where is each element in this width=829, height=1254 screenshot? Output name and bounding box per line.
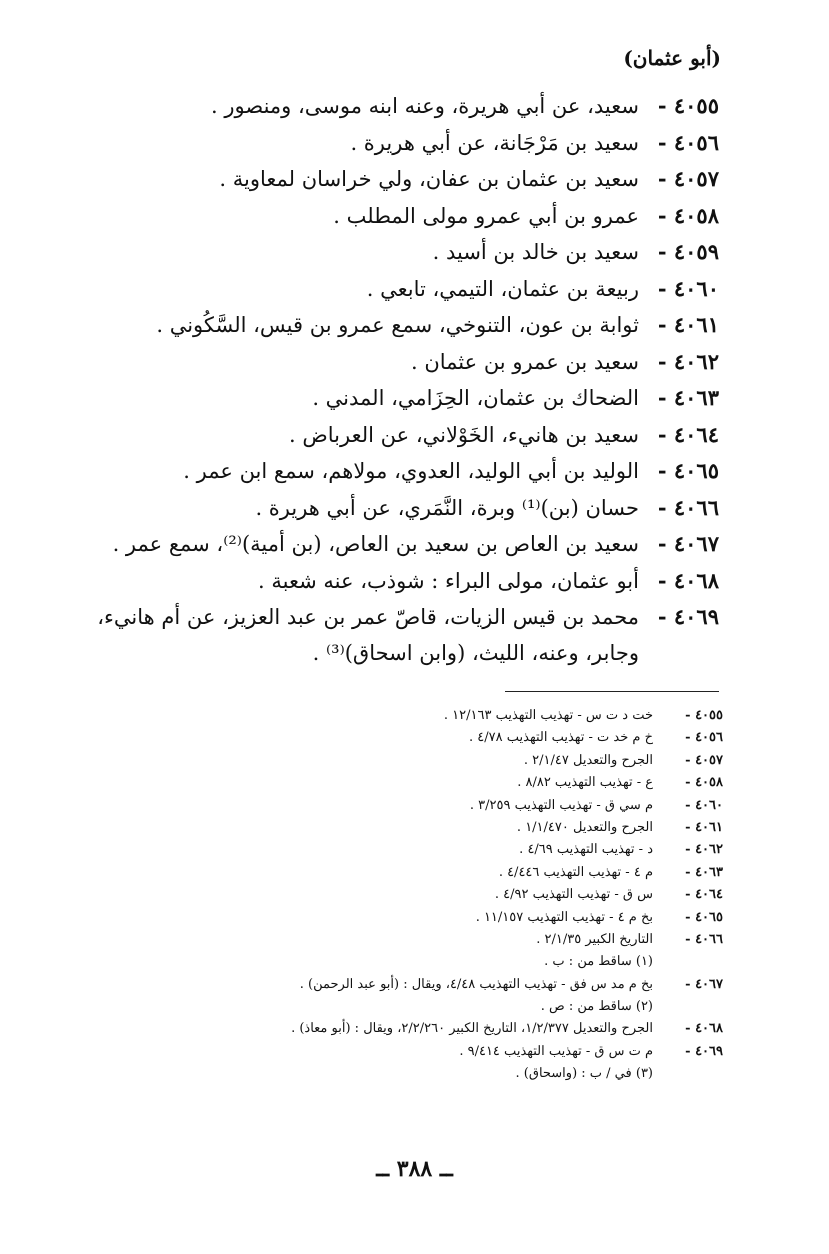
entry-number: ٤٠٦٢ - <box>657 348 719 374</box>
entry-number: ٤٠٥٥ - <box>657 93 719 118</box>
entry-item <box>69 344 719 381</box>
entry-item <box>69 88 719 125</box>
entry-text: أبو عثمان، مولى البراء : شوذب، عنه شعبة . <box>258 568 639 593</box>
entry-text: سعيد بن هانيء، الخَوْلاني، عن العرباض . <box>289 422 639 447</box>
entry-text: الضحاك بن عثمان، الحِزَامي، المدني . <box>312 386 639 410</box>
footnote-text: بخ م مد س فق - تهذيب التهذيب ٤/٤٨، ويقال : (أبو عبد الرحمن) . <box>299 976 653 992</box>
footnote-line <box>83 772 723 794</box>
footnote-text: (٣) في / ب : (واسحاق) . <box>515 1066 653 1082</box>
entry-item <box>69 526 719 563</box>
footnote-line <box>83 1041 723 1063</box>
footnote-line <box>83 817 723 839</box>
entry-text: الوليد بن أبي الوليد، العدوي، مولاهم، سمع ابن عمر . <box>183 459 639 483</box>
entry-text: سعيد بن مَرْجَانة، عن أبي هريرة . <box>350 130 639 155</box>
footnote-text: التاريخ الكبير ٢/١/٣٥ . <box>536 931 653 947</box>
entry-text: سعيد بن عثمان بن عفان، ولي خراسان لمعاوية . <box>219 167 639 191</box>
footnote-text: الجرح والتعديل ٢/١/٤٧ . <box>523 752 653 768</box>
entry-item <box>69 198 719 235</box>
entry-number: ٤٠٥٨ - <box>657 202 719 228</box>
entry-number: ٤٠٦٤ - <box>657 421 719 447</box>
footnote-text: بخ م ٤ - تهذيب التهذيب ١١/١٥٧ . <box>475 909 653 925</box>
entry-item <box>69 417 719 454</box>
footnote-note <box>83 996 723 1018</box>
entry-item <box>69 271 719 308</box>
footnote-text: م ت س ق - تهذيب التهذيب ٩/٤١٤ . <box>459 1043 653 1059</box>
entry-item <box>69 563 719 600</box>
entry-number: ٤٠٦٣ - <box>657 385 719 410</box>
footnote-text: س ق - تهذيب التهذيب ٤/٩٢ . <box>494 887 653 903</box>
footnote-text: ع - تهذيب التهذيب ٨/٨٢ . <box>517 775 653 791</box>
running-header: (أبو عثمان) <box>623 46 721 70</box>
entry-number: ٤٠٦٩ - <box>657 604 719 629</box>
footnote-line <box>83 884 723 906</box>
footnote-text: م سي ق - تهذيب التهذيب ٣/٢٥٩ . <box>469 797 653 813</box>
footnote-line <box>83 727 723 749</box>
footnotes-list <box>83 705 723 1086</box>
entry-number: ٤٠٥٩ - <box>657 239 719 264</box>
entry-item <box>69 490 719 527</box>
footnote-note <box>83 951 723 973</box>
footnote-text: م ٤ - تهذيب التهذيب ٤/٤٤٦ . <box>498 864 653 880</box>
footnote-number: ٤٠٥٦ - <box>685 730 723 746</box>
footnote-number: ٤٠٦٩ - <box>685 1043 723 1059</box>
entry-item <box>69 453 719 490</box>
entry-number: ٤٠٥٧ - <box>657 166 719 191</box>
entry-text: ربيعة بن عثمان، التيمي، تابعي . <box>366 276 639 301</box>
footnote-line <box>83 750 723 772</box>
footnote-line <box>83 974 723 996</box>
footnote-text: د - تهذيب التهذيب ٤/٦٩ . <box>519 842 653 858</box>
entry-item <box>69 599 719 671</box>
entry-text: حسان (بن)⁽¹⁾ وبرة، النَّمَري، عن أبي هريرة . <box>255 495 639 520</box>
entry-number: ٤٠٦١ - <box>657 312 719 337</box>
footnote-number: ٤٠٦٨ - <box>685 1021 723 1037</box>
entry-item <box>69 307 719 344</box>
footnote-number: ٤٠٥٧ - <box>685 752 723 768</box>
entry-text: سعيد بن العاص بن سعيد بن العاص، (بن أمية)⁽²⁾، سمع عمر . <box>112 532 639 556</box>
entry-item <box>69 234 719 271</box>
footnote-line <box>83 907 723 929</box>
entry-number: ٤٠٦٧ - <box>657 531 719 556</box>
entry-number: ٤٠٦٦ - <box>657 494 719 520</box>
entry-text: محمد بن قيس الزيات، قاصّ عمر بن عبد العزيز، عن أم هانيء، وجابر، وعنه، الليث، (وابن اسحاق)⁽³⁾ . <box>97 605 639 665</box>
footnote-text: (٢) ساقط من : ص . <box>540 999 653 1015</box>
footnote-text: خت د ت س - تهذيب التهذيب ١٢/١٦٣ . <box>443 708 653 723</box>
footnote-number: ٤٠٦١ - <box>685 819 723 835</box>
entries-list <box>69 88 719 671</box>
footnote-line <box>83 795 723 817</box>
entry-text: سعيد، عن أبي هريرة، وعنه ابنه موسى، ومنصور . <box>211 94 639 118</box>
footnote-line <box>83 862 723 884</box>
entry-number: ٤٠٥٦ - <box>657 129 719 155</box>
footnote-number: ٤٠٥٥ - <box>685 708 723 723</box>
entry-number: ٤٠٦٨ - <box>657 567 719 593</box>
footnote-number: ٤٠٦٣ - <box>685 864 723 880</box>
footnote-number: ٤٠٥٨ - <box>685 775 723 791</box>
footnote-divider <box>505 691 719 692</box>
footnote-note <box>83 1063 723 1085</box>
footnote-number: ٤٠٦٤ - <box>685 887 723 903</box>
footnote-text: الجرح والتعديل ١/٢/٣٧٧، التاريخ الكبير ٢/٢/٢٦٠، ويقال : (أبو معاذ) . <box>291 1021 653 1037</box>
footnote-line <box>83 1018 723 1040</box>
entry-item <box>69 125 719 162</box>
footnote-number: ٤٠٦٢ - <box>685 842 723 858</box>
footnote-number: ٤٠٦٥ - <box>685 909 723 925</box>
entry-item <box>69 380 719 417</box>
footnote-line <box>83 929 723 951</box>
entry-text: سعيد بن عمرو بن عثمان . <box>410 349 639 374</box>
footnote-line <box>83 705 723 727</box>
page-number: ــ ٣٨٨ ــ <box>376 1156 453 1182</box>
footnote-text: (١) ساقط من : ب . <box>544 954 653 970</box>
footnote-text: الجرح والتعديل ١/١/٤٧٠ . <box>516 819 653 835</box>
footnote-number: ٤٠٦٠ - <box>685 797 723 813</box>
footnote-number: ٤٠٦٦ - <box>685 931 723 947</box>
entry-number: ٤٠٦٠ - <box>657 275 719 301</box>
footnote-text: خ م خد ت - تهذيب التهذيب ٤/٧٨ . <box>469 730 653 746</box>
footnote-line <box>83 839 723 861</box>
entry-text: ثوابة بن عون، التنوخي، سمع عمرو بن قيس، السَّكُوني . <box>156 313 639 337</box>
entry-text: عمرو بن أبي عمرو مولى المطلب . <box>333 203 639 228</box>
entry-text: سعيد بن خالد بن أسيد . <box>432 240 639 264</box>
entry-number: ٤٠٦٥ - <box>657 458 719 483</box>
footnote-number: ٤٠٦٧ - <box>685 976 723 992</box>
entry-item <box>69 161 719 198</box>
